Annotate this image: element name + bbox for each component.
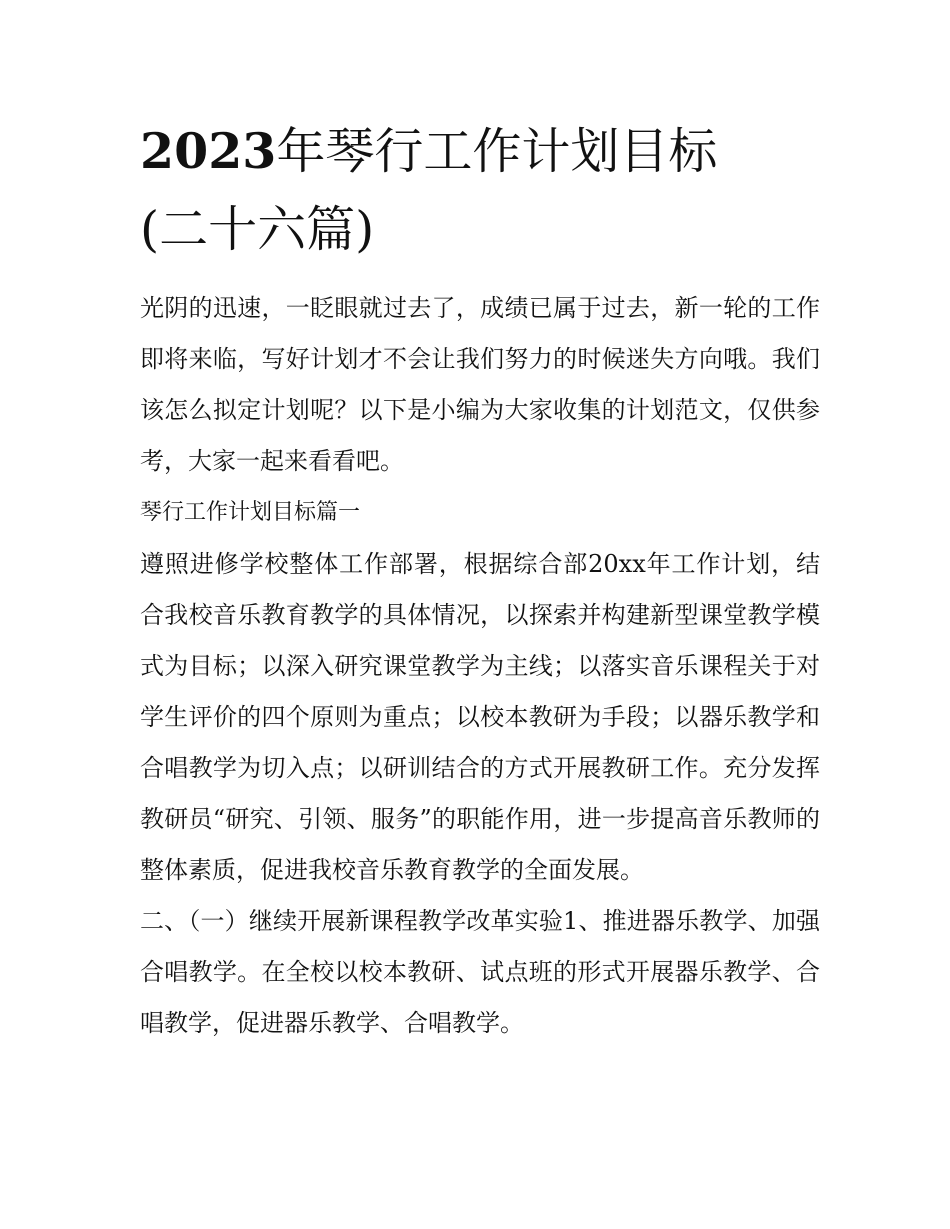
title-text: 年琴行工作计划目标(二十六篇) [140, 123, 718, 258]
body-paragraph-2: 二、（一）继续开展新课程教学改革实验1、推进器乐教学、加强合唱教学。在全校以校本教研、试点班的形式开展器乐教学、合唱教学，促进器乐教学、合唱教学。 [140, 907, 820, 1037]
section-heading: 琴行工作计划目标篇一 [140, 500, 361, 525]
title-year: 2023 [140, 122, 277, 180]
document-title [140, 112, 780, 269]
intro-paragraph: 光阴的迅速，一眨眼就过去了，成绩已属于过去，新一轮的工作即将来临，写好计划才不会让我们努力的时候迷失方向哦。我们该怎么拟定计划呢？以下是小编为大家收集的计划范文，仅供参考，大家一起来看看吧。 [140, 294, 820, 475]
document-page [140, 112, 820, 1049]
body-paragraph-1: 遵照进修学校整体工作部署，根据综合部20xx年工作计划，结合我校音乐教育教学的具体情况，以探索并构建新型课堂教学模式为目标；以深入研究课堂教学为主线；以落实音乐课程关于对学生评价的四个原则为重点；以校本教研为手段；以器乐教学和合唱教学为切入点；以研训结合的方式开展教研工作。充分发挥教研员“研究、引领、服务”的职能作用，进一步提高音乐教师的整体素质，促进我校音乐教育教学的全面发展。 [140, 550, 820, 884]
